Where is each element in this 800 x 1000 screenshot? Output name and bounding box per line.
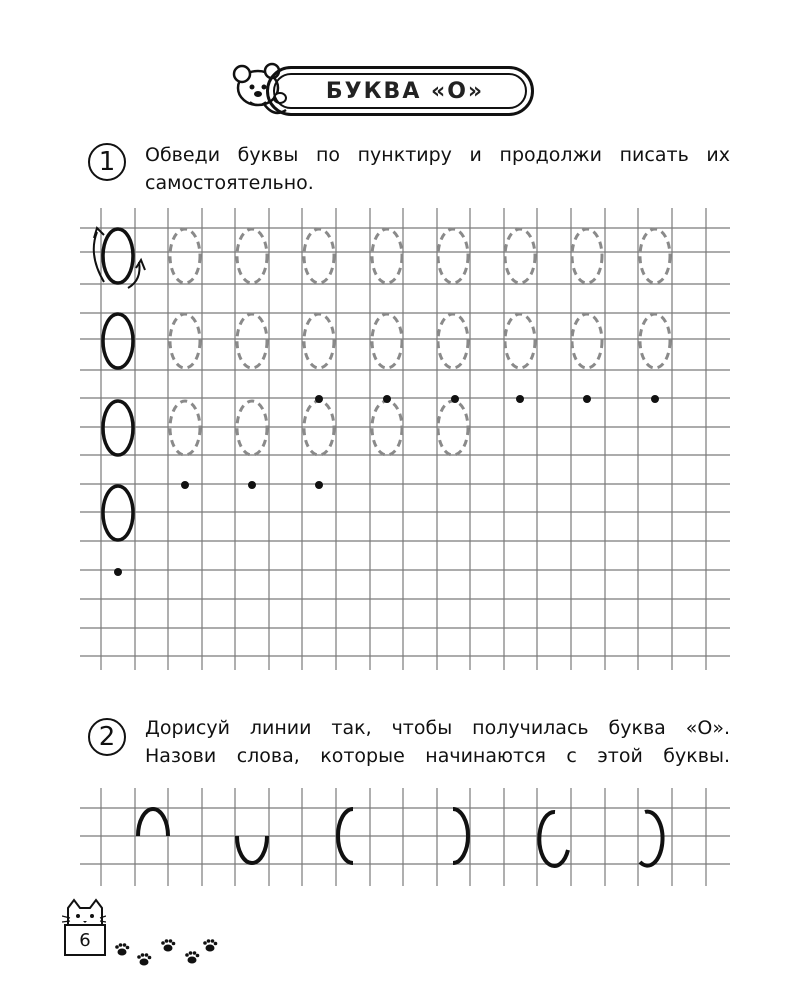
dashed-letter-o [372, 229, 402, 283]
paw-pad [206, 945, 215, 952]
paw-toe [115, 945, 119, 949]
partial-letter-o [640, 812, 663, 866]
dashed-letter-o [237, 401, 267, 455]
start-dot [248, 481, 256, 489]
start-dot [315, 481, 323, 489]
dashed-letter-o [438, 229, 468, 283]
paw-toe [214, 942, 218, 946]
paw-toe [161, 941, 165, 945]
paw-print-icon [203, 939, 217, 951]
solid-letter-o [103, 486, 133, 540]
paw-toe [207, 939, 211, 943]
paw-pad [140, 959, 149, 966]
start-dot [114, 568, 122, 576]
task-2-instruction [145, 714, 730, 770]
paw-toe [119, 943, 123, 947]
dashed-letter-o [505, 314, 535, 368]
task-1-number: 1 [88, 143, 126, 181]
paw-toe [185, 953, 189, 957]
paw-toe [189, 951, 193, 955]
partial-letter-o [237, 836, 267, 863]
task-1-line-1: Обведи буквы по пунктиру и продолжи писать их [145, 144, 730, 166]
dashed-letter-o [372, 314, 402, 368]
paw-print-icon [137, 953, 151, 965]
dashed-letter-o [438, 401, 468, 455]
start-dot [651, 395, 659, 403]
paw-prints-icon [110, 934, 220, 970]
task-1-line-2: самостоятельно. [145, 172, 314, 194]
dashed-letter-o [304, 401, 334, 455]
dashed-letter-o [170, 401, 200, 455]
footer [60, 898, 220, 978]
paw-toe [172, 942, 176, 946]
task-2-line-1: Дорисуй линии так, чтобы получилась буква «О». [145, 717, 730, 739]
page-number: 6 [64, 924, 106, 956]
paw-toe [145, 953, 149, 957]
dashed-letter-o [640, 229, 670, 283]
dashed-letter-o [572, 314, 602, 368]
start-dot [451, 395, 459, 403]
dashed-letter-o [438, 314, 468, 368]
paw-toe [169, 939, 173, 943]
paw-toe [203, 941, 207, 945]
dashed-letter-o [640, 314, 670, 368]
partial-letter-o [539, 812, 568, 866]
paw-pad [188, 957, 197, 964]
paw-toe [193, 951, 197, 955]
start-dot [516, 395, 524, 403]
paw-toe [141, 953, 145, 957]
paw-toe [137, 955, 141, 959]
dashed-letter-o [304, 229, 334, 283]
paw-pad [118, 949, 127, 956]
start-dot [583, 395, 591, 403]
dashed-letter-o [304, 314, 334, 368]
paw-toe [126, 946, 130, 950]
start-dot [315, 395, 323, 403]
dashed-letter-o [170, 229, 200, 283]
paw-pad [164, 945, 173, 952]
solid-letter-o [103, 401, 133, 455]
paw-toe [211, 939, 215, 943]
partial-letter-o [138, 809, 168, 836]
paw-print-icon [161, 939, 175, 951]
solid-letter-o [103, 314, 133, 368]
paw-toe [165, 939, 169, 943]
paw-print-icon [185, 951, 199, 963]
solid-letter-o [103, 229, 133, 283]
dashed-letter-o [505, 229, 535, 283]
dashed-letter-o [237, 229, 267, 283]
page-title: БУКВА «О» [325, 78, 485, 104]
dashed-letter-o [372, 401, 402, 455]
task-2-number: 2 [88, 718, 126, 756]
paw-print-icon [115, 943, 129, 955]
dashed-letter-o [237, 314, 267, 368]
dashed-letter-o [170, 314, 200, 368]
paw-toe [148, 956, 152, 960]
paw-toe [196, 954, 200, 958]
start-dot [383, 395, 391, 403]
start-dot [181, 481, 189, 489]
paw-toe [123, 943, 127, 947]
dashed-letter-o [572, 229, 602, 283]
task-2-line-2: Назови слова, которые начинаются с этой буквы. [145, 745, 730, 767]
